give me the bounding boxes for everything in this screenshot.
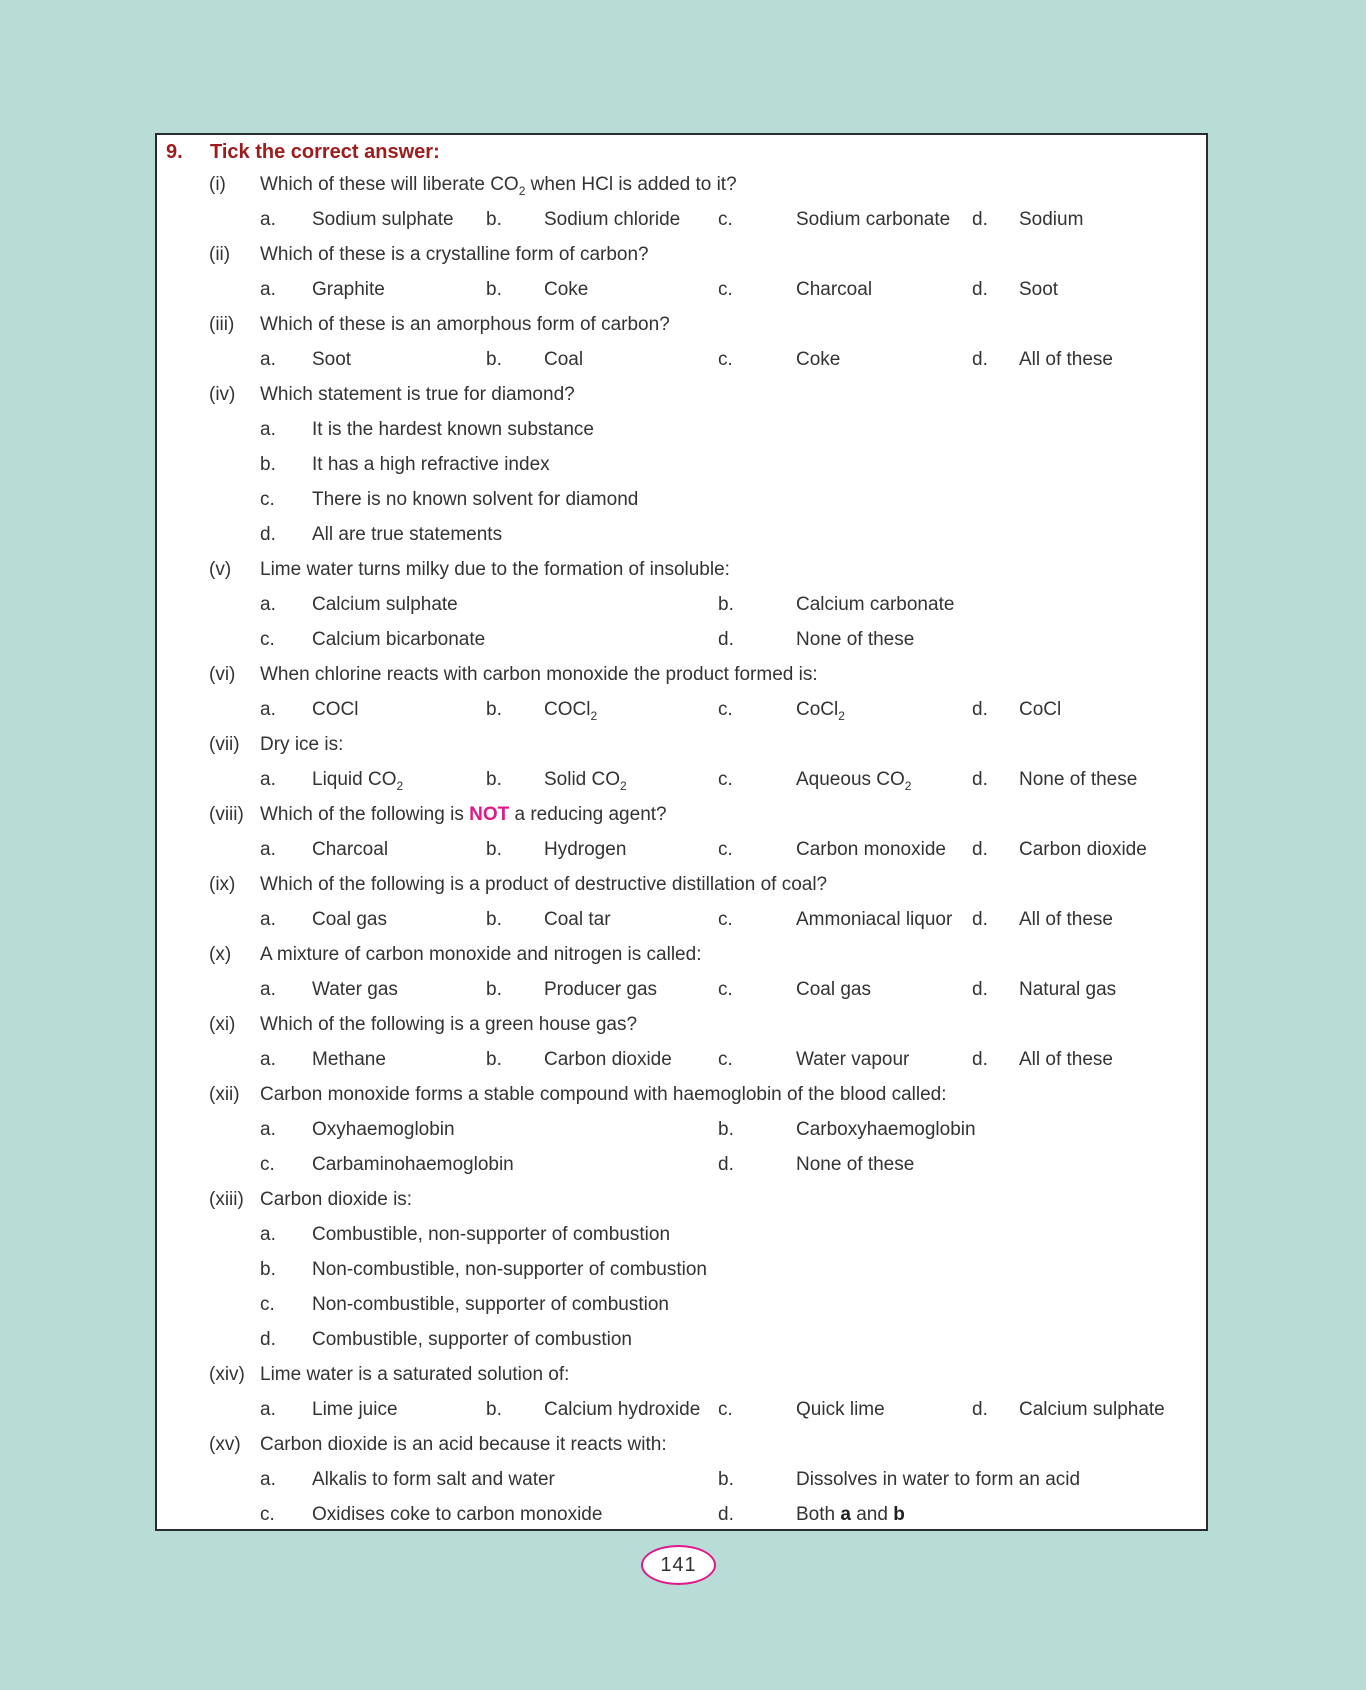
option-c[interactable]: c.	[718, 1049, 733, 1070]
option-a[interactable]: a.	[260, 979, 276, 1000]
options-row	[157, 1042, 1206, 1077]
question-text: Carbon dioxide is:	[260, 1189, 413, 1210]
option-b-text: COCl$_2$	[544, 699, 598, 723]
option-b-text: Non-combustible, non-supporter of combustion	[312, 1259, 707, 1280]
option-b-text: Producer gas	[544, 979, 658, 1000]
option-d-text: CoCl	[1019, 699, 1062, 720]
options-row	[157, 412, 1206, 447]
option-b-text: It has a high refractive index	[312, 454, 550, 475]
option-d-text: Carbon dioxide	[1019, 839, 1147, 860]
question-text: A mixture of carbon monoxide and nitrogen is called:	[260, 944, 702, 965]
question-number: (iv)	[209, 384, 236, 405]
option-d[interactable]: d.	[972, 909, 988, 930]
option-a[interactable]: a.	[260, 419, 276, 440]
option-b-text: Coal	[544, 349, 584, 370]
option-b[interactable]: b.	[486, 209, 502, 230]
options-row	[157, 1462, 1206, 1497]
option-b[interactable]: b.	[486, 699, 502, 720]
option-c-text: There is no known solvent for diamond	[312, 489, 639, 510]
option-d[interactable]: d.	[972, 839, 988, 860]
question-number: (xi)	[209, 1014, 236, 1035]
option-c-text: Oxidises coke to carbon monoxide	[312, 1504, 603, 1525]
question-stem	[157, 552, 1206, 587]
question-stem	[157, 377, 1206, 412]
options-row	[157, 692, 1206, 727]
option-a-text: Methane	[312, 1049, 386, 1070]
options-row	[157, 902, 1206, 937]
option-c[interactable]: c.	[718, 1399, 733, 1420]
option-d[interactable]: d.	[718, 1154, 734, 1175]
question-text: Which of these will liberate $CO_2$ when HCl is added to it?	[260, 174, 737, 198]
option-a[interactable]: a.	[260, 349, 276, 370]
option-b-text: Sodium chloride	[544, 209, 681, 230]
options-row	[157, 587, 1206, 622]
page-number: 141	[641, 1545, 716, 1585]
option-a[interactable]: a.	[260, 909, 276, 930]
option-a[interactable]: a.	[260, 769, 276, 790]
question-number: (vii)	[209, 734, 240, 755]
option-b[interactable]: b.	[486, 909, 502, 930]
option-a[interactable]: a.	[260, 1119, 276, 1140]
option-c-text: Coal gas	[796, 979, 871, 1000]
option-c[interactable]: c.	[260, 1154, 275, 1175]
question-stem	[157, 867, 1206, 902]
not-emphasis: NOT	[469, 804, 510, 825]
options-row	[157, 972, 1206, 1007]
option-b[interactable]: b.	[486, 349, 502, 370]
option-b[interactable]: b.	[718, 594, 734, 615]
option-a[interactable]: a.	[260, 209, 276, 230]
option-d[interactable]: d.	[972, 279, 988, 300]
option-d[interactable]: d.	[972, 1049, 988, 1070]
option-a[interactable]: a.	[260, 1224, 276, 1245]
option-b-text: Calcium hydroxide	[544, 1399, 701, 1420]
option-c[interactable]: c.	[718, 279, 733, 300]
option-b[interactable]: b.	[260, 1259, 276, 1280]
option-c-text: Non-combustible, supporter of combustion	[312, 1294, 669, 1315]
option-b-text: Dissolves in water to form an acid	[796, 1469, 1081, 1490]
option-a[interactable]: a.	[260, 279, 276, 300]
option-c[interactable]: c.	[718, 839, 733, 860]
option-a-text: Lime juice	[312, 1399, 398, 1420]
options-row	[157, 832, 1206, 867]
option-d[interactable]: d.	[972, 769, 988, 790]
question-text: Which of the following is a product of destructive distillation of coal?	[260, 874, 828, 895]
question-number: (viii)	[209, 804, 244, 825]
option-d-text: Calcium sulphate	[1019, 1399, 1165, 1420]
option-c[interactable]: c.	[718, 699, 733, 720]
options-row	[157, 1497, 1206, 1532]
option-a[interactable]: a.	[260, 1469, 276, 1490]
option-b-text: Calcium carbonate	[796, 594, 955, 615]
section-number: 9.	[166, 141, 183, 163]
question-stem	[157, 1077, 1206, 1112]
question-sheet	[155, 133, 1208, 1531]
option-c-text: Water vapour	[796, 1049, 910, 1070]
option-c-text: Aqueous $CO_2$	[796, 769, 912, 793]
question-text: Lime water is a saturated solution of:	[260, 1364, 570, 1385]
option-c-text: Ammoniacal liquor	[796, 909, 953, 930]
option-a[interactable]: a.	[260, 594, 276, 615]
option-d[interactable]: d.	[260, 524, 276, 545]
question-stem	[157, 307, 1206, 342]
option-b[interactable]: b.	[486, 839, 502, 860]
options-row	[157, 1217, 1206, 1252]
option-a-text: Liquid $CO_2$	[312, 769, 404, 793]
option-a-text: Oxyhaemoglobin	[312, 1119, 455, 1140]
option-c[interactable]: c.	[718, 979, 733, 1000]
option-d[interactable]: d.	[718, 1504, 734, 1525]
question-number: (xiv)	[209, 1364, 245, 1385]
options-row	[157, 1252, 1206, 1287]
option-a-text: Sodium sulphate	[312, 209, 454, 230]
question-stem	[157, 657, 1206, 692]
option-d-text: None of these	[796, 1154, 915, 1175]
option-b[interactable]: b.	[718, 1469, 734, 1490]
option-a-text: Charcoal	[312, 839, 389, 860]
option-c[interactable]: c.	[718, 909, 733, 930]
option-b-text: Coke	[544, 279, 589, 300]
question-stem	[157, 1357, 1206, 1392]
options-row	[157, 517, 1206, 552]
option-b[interactable]: b.	[486, 1049, 502, 1070]
option-c-text: Charcoal	[796, 279, 873, 300]
option-d-text: None of these	[796, 629, 915, 650]
option-a-text: COCl	[312, 699, 359, 720]
option-d[interactable]: d.	[260, 1329, 276, 1350]
option-a-text: Soot	[312, 349, 352, 370]
option-b-text: Solid $CO_2$	[544, 769, 627, 793]
option-b[interactable]: b.	[486, 1399, 502, 1420]
question-number: (xiii)	[209, 1189, 244, 1210]
options-row	[157, 447, 1206, 482]
options-row	[157, 202, 1206, 237]
question-stem	[157, 1007, 1206, 1042]
question-number: (vi)	[209, 664, 236, 685]
question-stem	[157, 727, 1206, 762]
question-number: (ix)	[209, 874, 236, 895]
question-stem	[157, 797, 1206, 832]
options-row	[157, 622, 1206, 657]
question-stem	[157, 237, 1206, 272]
option-c[interactable]: c.	[718, 349, 733, 370]
question-number: (ii)	[209, 244, 231, 265]
option-d-text: Natural gas	[1019, 979, 1117, 1000]
options-row	[157, 1112, 1206, 1147]
option-c[interactable]: c.	[718, 769, 733, 790]
question-text: Lime water turns milky due to the formation of insoluble:	[260, 559, 730, 580]
option-c-text: Calcium bicarbonate	[312, 629, 486, 650]
option-a-text: Calcium sulphate	[312, 594, 458, 615]
question-stem	[157, 1427, 1206, 1462]
options-row	[157, 272, 1206, 307]
option-d[interactable]: d.	[972, 1399, 988, 1420]
options-row	[157, 762, 1206, 797]
option-d-text: All of these	[1019, 909, 1113, 930]
option-a-text: Water gas	[312, 979, 398, 1000]
option-d[interactable]: d.	[972, 979, 988, 1000]
option-a-text: Graphite	[312, 279, 385, 300]
option-c-text: Sodium carbonate	[796, 209, 951, 230]
option-d-text: Both a and b	[796, 1504, 905, 1525]
options-row	[157, 1392, 1206, 1427]
question-text: Which of the following is NOT a reducing agent?	[260, 804, 667, 825]
question-number: (i)	[209, 174, 226, 195]
question-text: Carbon monoxide forms a stable compound with haemoglobin of the blood called:	[260, 1084, 947, 1105]
options-row	[157, 1147, 1206, 1182]
options-row	[157, 1287, 1206, 1322]
option-c-text: CoCl$_2$	[796, 699, 845, 723]
option-a-text: Combustible, non-supporter of combustion	[312, 1224, 671, 1245]
option-d-text: Soot	[1019, 279, 1059, 300]
question-number: (v)	[209, 559, 232, 580]
option-c-text: Quick lime	[796, 1399, 885, 1420]
option-c-text: Carbon monoxide	[796, 839, 946, 860]
question-text: Which statement is true for diamond?	[260, 384, 575, 405]
option-b[interactable]: b.	[486, 979, 502, 1000]
question-text: Which of the following is a green house gas?	[260, 1014, 638, 1035]
option-a-text: Alkalis to form salt and water	[312, 1469, 555, 1490]
option-b[interactable]: b.	[486, 279, 502, 300]
option-a[interactable]: a.	[260, 1049, 276, 1070]
option-b-text: Carboxyhaemoglobin	[796, 1119, 976, 1140]
option-b-text: Carbon dioxide	[544, 1049, 672, 1070]
option-c[interactable]: c.	[260, 1294, 275, 1315]
question-stem	[157, 167, 1206, 202]
section-title: Tick the correct answer:	[210, 141, 440, 163]
question-text: Which of these is a crystalline form of carbon?	[260, 244, 649, 265]
option-d-text: All of these	[1019, 349, 1113, 370]
option-c[interactable]: c.	[260, 1504, 275, 1525]
question-text: Dry ice is:	[260, 734, 344, 755]
options-row	[157, 342, 1206, 377]
option-a[interactable]: a.	[260, 1399, 276, 1420]
option-b-text: Hydrogen	[544, 839, 627, 860]
option-b[interactable]: b.	[486, 769, 502, 790]
option-b[interactable]: b.	[718, 1119, 734, 1140]
question-number: (xii)	[209, 1084, 240, 1105]
question-text: Which of these is an amorphous form of carbon?	[260, 314, 670, 335]
option-c[interactable]: c.	[260, 489, 275, 510]
option-d[interactable]: d.	[718, 629, 734, 650]
question-number: (xv)	[209, 1434, 241, 1455]
option-d-text: None of these	[1019, 769, 1138, 790]
option-d-text: All are true statements	[312, 524, 503, 545]
option-a-text: It is the hardest known substance	[312, 419, 594, 440]
options-row	[157, 482, 1206, 517]
option-d[interactable]: d.	[972, 699, 988, 720]
option-d[interactable]: d.	[972, 209, 988, 230]
question-text: Carbon dioxide is an acid because it reacts with:	[260, 1434, 667, 1455]
option-d-text: Combustible, supporter of combustion	[312, 1329, 632, 1350]
option-c-text: Coke	[796, 349, 841, 370]
option-c-text: Carbaminohaemoglobin	[312, 1154, 514, 1175]
option-a-text: Coal gas	[312, 909, 387, 930]
option-a[interactable]: a.	[260, 699, 276, 720]
option-d-text: Sodium	[1019, 209, 1084, 230]
options-row	[157, 1322, 1206, 1357]
option-b-text: Coal tar	[544, 909, 611, 930]
question-text: When chlorine reacts with carbon monoxide the product formed is:	[260, 664, 818, 685]
option-d-text: All of these	[1019, 1049, 1113, 1070]
question-number: (iii)	[209, 314, 235, 335]
option-d[interactable]: d.	[972, 349, 988, 370]
option-c[interactable]: c.	[260, 629, 275, 650]
option-c[interactable]: c.	[718, 209, 733, 230]
option-b[interactable]: b.	[260, 454, 276, 475]
question-stem	[157, 937, 1206, 972]
question-number: (x)	[209, 944, 232, 965]
question-stem	[157, 1182, 1206, 1217]
option-a[interactable]: a.	[260, 839, 276, 860]
